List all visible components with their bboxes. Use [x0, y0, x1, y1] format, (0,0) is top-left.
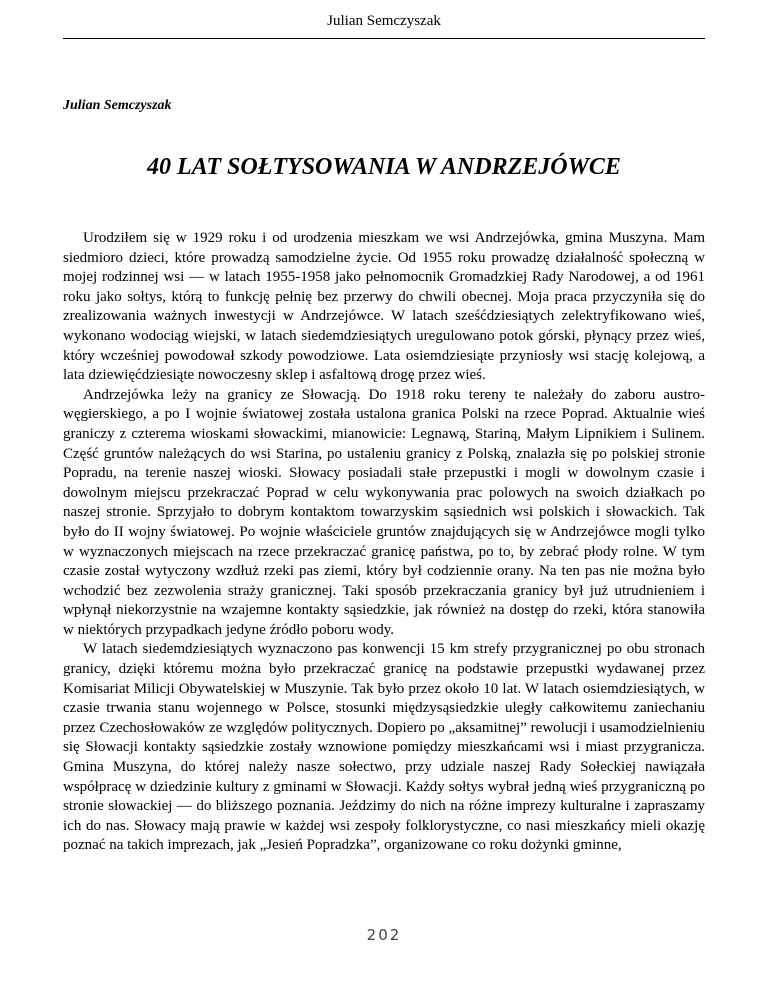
paragraph: Urodziłem się w 1929 roku i od urodzenia mieszkam we wsi Andrzejówka, gmina Muszyna. Mam siedmioro dzieci, które prowadzą samodzielne życie. Od 1955 roku prowadzę działalność społeczną w mojej rodzinnej wsi — w latach 1955-1958 jako pełnomocnik Gromadzkiej Rady Narodowej, a od 1961 roku jako sołtys, którą to funkcję pełnię bez przerwy do chwili obecnej. Moja praca przyczyniła się do zrealizowania ważnych inwestycji w Andrzejówce. W latach sześćdziesiątych zelektryfikowano wieś, wykonano wodociąg wiejski, w latach siedemdziesiątych uregulowano potok górski, płynący przez wieś, który wcześniej powodował szkody powodziowe. Lata osiemdziesiąte przyniosły wsi stację kolejową, a lata dziewięćdziesiąte nowoczesny sklep i asfaltową drogę przez wieś. — [63, 230, 705, 384]
running-header: Julian Semczyszak — [327, 13, 441, 29]
paragraph: Andrzejówka leży na granicy ze Słowacją. Do 1918 roku tereny te należały do zaboru austro-węgierskiego, a po I wojnie światowej została ustalona granica Polski na rzece Poprad. Aktualnie wieś graniczy z czterema wioskami słowackimi, mianowicie: Legnawą, Stariną, Małym Lipnikiem i Sulinem. Część gruntów należących do wsi Starina, po ustaleniu granicy z Polską, znalazła się po polskiej stronie Popradu, na terenie naszej wioski. Słowacy posiadali stałe przepustki i mogli w dowolnym czasie i dowolnym miejscu przekraczać Poprad w celu wykonywania prac polowych na swoich działkach po naszej stronie. Sprzyjało to dobrym kontaktom towarzyskim sąsiednich wsi polskich i słowackich. Tak było do II wojny światowej. Po wojnie właściciele gruntów znajdujących się w Andrzejówce mogli tylko w wyznaczonych miejscach na rzece przekraczać granicę państwa, po to, by zebrać płody rolne. W tym czasie został wytyczony wzdłuż rzeki pas ziemi, który był codziennie orany. Na ten pas nie można było wchodzić bez zezwolenia straży granicznej. Taki sposób przekraczania granicy był już utrudnieniem i wpłynął niekorzystnie na wzajemne kontakty sąsiedzkie, jak również na dostęp do rzeki, która stanowiła w niektórych przypadkach jedyne źródło poboru wody. — [63, 386, 705, 638]
header-divider — [63, 38, 705, 39]
article-title: 40 LAT SOŁTYSOWANIA W ANDRZEJÓWCE — [147, 154, 621, 180]
page-number: 202 — [366, 926, 402, 944]
article-author: Julian Semczyszak — [63, 98, 172, 113]
paragraph: W latach siedemdziesiątych wyznaczono pas konwencji 15 km strefy przygranicznej po obu stronach granicy, dzięki któremu można było przekraczać granicę na podstawie przepustki wydawanej przez Komisariat Milicji Obywatelskiej w Muszynie. Tak było przez około 10 lat. W latach osiemdziesiątych, w czasie trwania stanu wojennego w Polsce, stosunki międzysąsiedzkie uległy całkowitemu zaniechaniu przez Czechosłowaków ze względów politycznych. Dopiero po „aksamitnej” rewolucji i usamodzielnieniu się Słowacji kontakty sąsiedzkie zostały wznowione pomiędzy mieszkańcami wsi i miast przygranicza. Gmina Muszyna, do której należy nasze sołectwo, przy udziale naszej Rady Sołeckiej nawiązała współpracę w dziedzinie kultury z gminami w Słowacji. Każdy sołtys wybrał jedną wieś przygraniczną po stronie słowackiej — do bliższego poznania. Jeździmy do nich na różne imprezy kulturalne i zapraszamy ich do nas. Słowacy mają prawie w każdej wsi zespoły folklorystyczne, co nasi mieszkańcy mieli okazję poznać na takich imprezach, jak „Jesień Popradzka”, organizowane co roku dożynki gminne, — [63, 641, 705, 854]
article-body — [63, 229, 705, 856]
